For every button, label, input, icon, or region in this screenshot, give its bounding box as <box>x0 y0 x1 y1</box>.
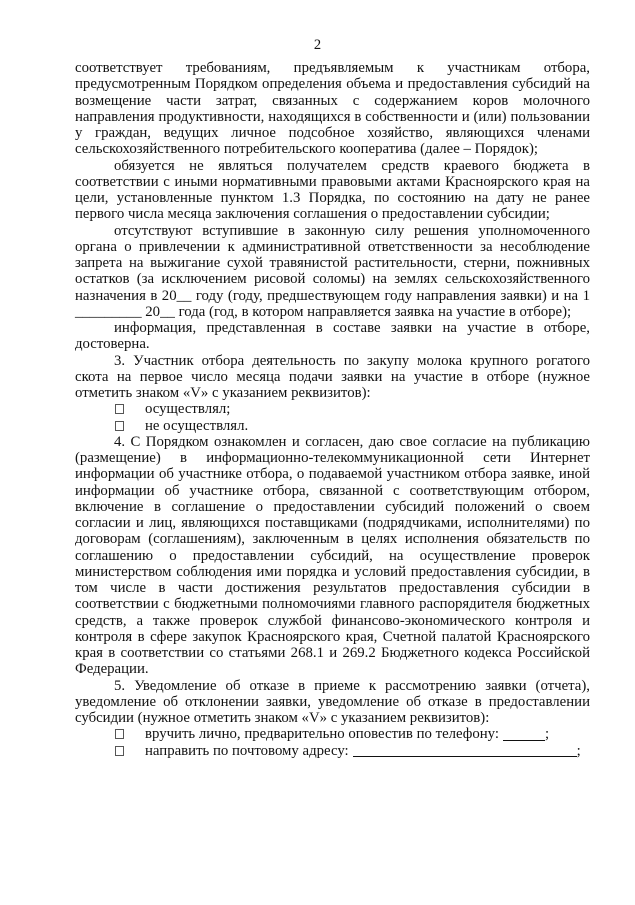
checkbox[interactable] <box>115 746 124 756</box>
checkbox[interactable] <box>115 421 124 431</box>
address-blank-line[interactable] <box>353 744 577 757</box>
paragraph-no-penalties: отсутствуют вступившие в законную силу решения уполномоченного органа о привлечении к административной ответственности за несоблюдение запрета на выжигание сухой травянистой растительности, стерни, пожнивных остатков (за исключением рисовой соломы) на землях сельскохозяйственного назначения в 20__ году (году, предшествующем году направления заявки) и на 1 _________ 20__ года (год, в котором направляется заявка на участие в отборе); <box>75 222 590 320</box>
document-body <box>75 60 590 759</box>
section-5-text: 5. Уведомление об отказе в приеме к рассмотрению заявки (отчета), уведомление об отклонении заявки, уведомление об отказе в предоставлении субсидии (нужное отметить знаком «V» с указанием реквизитов): <box>75 677 590 726</box>
paragraph-requirements: соответствует требованиям, предъявляемым к участникам отбора, предусмотренным Порядком определения объема и предоставления субсидий на возмещение части затрат, связанных с содержанием коров молочного направления продуктивности, находящихся в собственности и (или) пользовании у граждан, ведущих личное подсобное хозяйство, являющихся членами сельскохозяйственного потребительского кооператива (далее – Порядок); <box>75 60 590 158</box>
option-end: ; <box>576 742 581 759</box>
option-deliver-in-person <box>75 726 590 742</box>
paragraph-budget-obligation: обязуется не являться получателем средств краевого бюджета в соответствии с иными нормативными правовыми актами Красноярского края на цели, установленные пунктом 1.3 Порядка, по состоянию на дату не ранее первого числа месяца заключения соглашения о предоставлении субсидии; <box>75 157 590 223</box>
section-3-text: 3. Участник отбора деятельность по закупу молока крупного рогатого скота на первое число месяца подачи заявки на участие в отборе (нужное отметить знаком «V» с указанием реквизитов): <box>75 352 590 401</box>
section-4-text: 4. С Порядком ознакомлен и согласен, даю свое согласие на публикацию (размещение) в информационно-телекоммуникационной сети Интернет информации об участнике отбора, о подаваемой участником отбора заявке, иной информации об участнике отбора, связанной с соответствующим отбором, включение в соглашение о предоставлении субсидий положений о своем согласии и лиц, являющихся поставщиками (подрядчиками, исполнителями) по договорам (соглашениям), заключенным в целях исполнения обязательств по соглашению о предоставлении субсидий, на осуществление проверок министерством соблюдения ими порядка и условий предоставления субсидии, в том числе в части достижения результатов предоставления субсидии в соответствии с бюджетными полномочиями главного распорядителя бюджетных средств, а также проверок службой финансово-экономического контроля и контроля в сфере закупок Красноярского края, Счетной палатой Красноярского края в соответствии со статьями 268.1 и 269.2 Бюджетного кодекса Российской Федерации. <box>75 433 590 678</box>
option-send-by-mail <box>75 743 590 759</box>
option-label: направить по почтовому адресу: <box>145 742 349 759</box>
option-not-carried-out <box>75 418 590 434</box>
checkbox[interactable] <box>115 729 124 739</box>
option-carried-out <box>75 401 590 417</box>
option-label: осуществлял; <box>145 401 231 418</box>
page-number: 2 <box>313 37 322 53</box>
paragraph-info-reliable: информация, представленная в составе заявки на участие в отборе, достоверна. <box>75 320 590 353</box>
option-label: не осуществлял. <box>145 417 249 434</box>
phone-blank-line[interactable] <box>503 728 545 741</box>
checkbox[interactable] <box>115 404 124 414</box>
option-label: вручить лично, предварительно оповестив по телефону: <box>145 726 499 743</box>
option-end: ; <box>545 726 550 743</box>
